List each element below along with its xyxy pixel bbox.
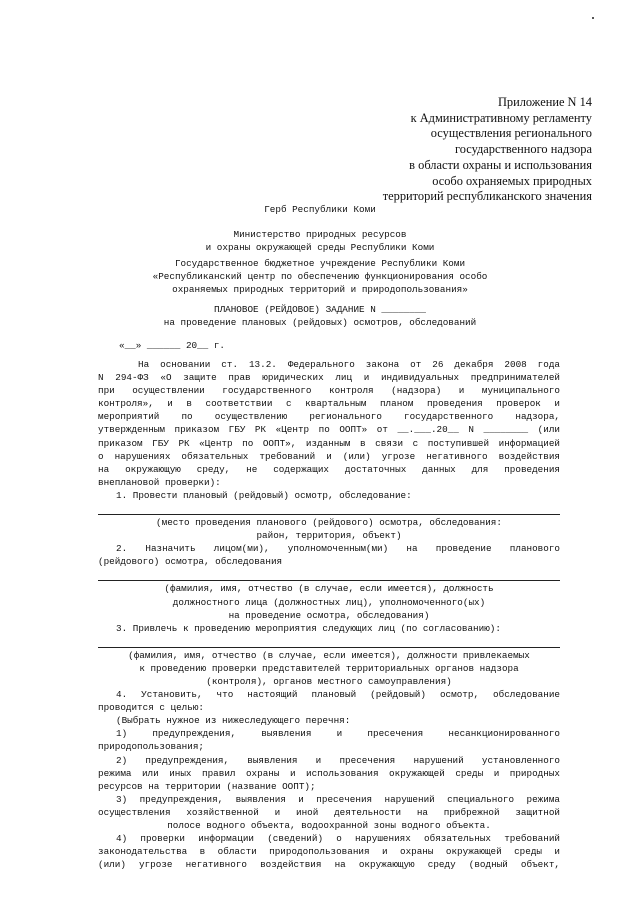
annex-line: Приложение N 14 — [497, 95, 592, 109]
item-1: 1. Провести плановый (рейдовый) осмотр, обследование: — [116, 489, 412, 501]
purpose-3-cont: полосе водного объекта, водоохранной зоны водного объекта. — [167, 820, 491, 831]
purpose-1: 1) предупреждения, выявления и пресечения несанкционированного — [116, 728, 560, 740]
item-2: 2. Назначить лицом(ми), уполномоченным(ми) на проведение планового — [116, 543, 560, 555]
emblem-text: Герб Республики Коми — [264, 204, 376, 215]
intro-line: на окружающую среду, не содержащих достаточных данных для проведения — [98, 463, 560, 475]
institution-name — [70, 257, 570, 296]
intro-line: приказом ГБУ РК «Центр по ООПТ», изданным в связи с поступившей информацией — [98, 437, 560, 449]
ministry-line: и охраны окружающей среды Республики Коми — [205, 242, 435, 254]
emblem-caption — [70, 203, 570, 216]
annex-line: осуществления регионального — [430, 126, 592, 141]
document-body — [98, 358, 560, 871]
purpose-2-cont: ресурсов на территории (название ООПТ); — [98, 780, 316, 792]
hint-line: к проведению проверки представителей территориальных органов надзора — [139, 662, 519, 674]
intro-line: о нарушениях обязательных требований и (или) угрозе негативного воздействия — [98, 450, 560, 462]
item-2-cont: (рейдового) осмотра, обследования — [98, 556, 283, 568]
purpose-4-cont: (или) угрозе негативного воздействия на окружающую среду (водный объект, — [98, 859, 560, 871]
intro-line: мероприятий по осуществлению регионального государственного надзора, — [98, 411, 560, 423]
annex-line: особо охраняемых природных — [432, 173, 592, 188]
item-3: 3. Привлечь к проведению мероприятия следующих лиц (по согласованию): — [116, 622, 501, 634]
annex-line: к Административному регламенту — [410, 110, 592, 125]
scan-speck — [592, 17, 594, 19]
hint-line: на проведение осмотра, обследования) — [228, 609, 430, 621]
fill-line-officials — [98, 568, 560, 581]
purpose-2: 2) предупреждения, выявления и пресечения нарушений установленного — [116, 754, 560, 766]
hint-line: должностного лица (должностных лиц), уполномоченного(ых) — [172, 596, 486, 608]
item-4-cont: проводится с целью: — [98, 702, 205, 714]
intro-line: при осуществлении государственного контроля (надзора) и муниципального — [98, 385, 560, 397]
purpose-4: 4) проверки информации (сведений) о нарушениях обязательных требований — [116, 833, 560, 845]
task-heading — [70, 303, 570, 329]
purpose-1-cont: природопользования; — [98, 741, 205, 753]
intro-line: На основании ст. 13.2. Федерального закона от 26 декабря 2008 года — [138, 359, 560, 370]
hint-line: (контроля), органов местного самоуправления) — [206, 675, 452, 687]
annex-line: территорий республиканского значения — [382, 189, 592, 204]
institution-line: «Республиканский центр по обеспечению функционирования особо — [152, 271, 488, 283]
fill-line-place — [98, 502, 560, 515]
hint-line: район, территория, объект) — [256, 530, 402, 542]
purpose-3: 3) предупреждения, выявления и пресечения нарушений специального режима — [116, 793, 560, 805]
purpose-4-cont: законодательства в области природопользования и охраны окружающей среды и — [98, 846, 560, 858]
intro-line: внеплановой проверки): — [98, 476, 221, 488]
hint-line: (фамилия, имя, отчество (в случае, если имеется), должности привлекаемых — [128, 649, 530, 661]
hint-line: (место проведения планового (рейдового) осмотра, обследования: — [156, 517, 502, 529]
annex-line: государственного надзора — [454, 142, 592, 157]
task-subtitle: на проведение плановых (рейдовых) осмотров, обследований — [163, 317, 477, 329]
purpose-2-cont: режима или иных правил охраны и использования окружающей среды и природных — [98, 767, 560, 779]
intro-line: N 294-ФЗ «О защите прав юридических лиц и индивидуальных предпринимателей — [98, 372, 560, 384]
annex-line: в области охраны и использования — [409, 157, 592, 172]
item-4-choose: (Выбрать нужное из нижеследующего перечня: — [116, 715, 351, 727]
date-line: «__» ______ 20__ г. — [119, 340, 226, 351]
ministry-name — [70, 228, 570, 254]
purpose-3-cont: осуществления хозяйственной и иной деятельности на прибрежной защитной — [98, 806, 560, 818]
hint-line: (фамилия, имя, отчество (в случае, если имеется), должность — [164, 583, 494, 595]
institution-line: охраняемых природных территорий и природопользования» — [172, 284, 468, 296]
intro-line: утвержденным приказом ГБУ РК «Центр по ООПТ» от __.___.20__ N ________ (или — [98, 424, 560, 436]
ministry-line: Министерство природных ресурсов — [233, 229, 407, 240]
item-4: 4. Установить, что настоящий плановый (рейдовый) осмотр, обследование — [116, 689, 560, 701]
intro-line: контроля», и в соответствии с квартальным планом проведения проверок и — [98, 398, 560, 410]
fill-line-participants — [98, 635, 560, 648]
task-title: ПЛАНОВОЕ (РЕЙДОВОЕ) ЗАДАНИЕ N ________ — [213, 304, 426, 315]
annex-block — [292, 95, 592, 205]
institution-line: Государственное бюджетное учреждение Республики Коми — [174, 258, 466, 269]
